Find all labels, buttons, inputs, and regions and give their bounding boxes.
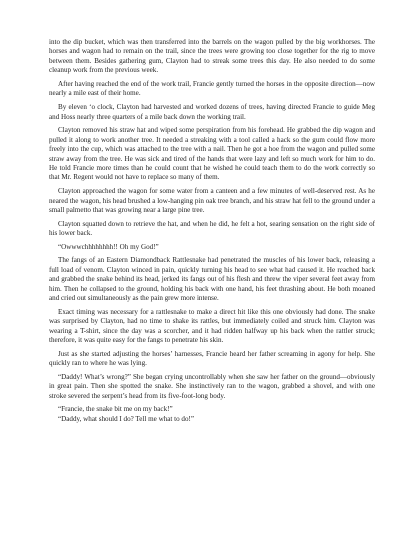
paragraph: The fangs of an Eastern Diamondback Rattlesnake had penetrated the muscles of his lower back, releasing a full load of venom. Clayton winced in pain, quickly turning his head to see what had caused it. He reached back and grabbed the snake behind its head, jerked its fangs out of his flesh and threw the viper several feet away from him. Then he collapsed to the ground, holding his back with one hand, his feet thrashing about. He both moaned and cried out simultaneously as the pain grew more intense. bbox=[49, 256, 375, 303]
paragraph: Exact timing was necessary for a rattlesnake to make a direct hit like this one obviously had done. The snake was surprised by Clayton, had no time to shake its rattles, but immediately coiled and struck him. Clayton was wearing a T-shirt, since the day was a scorcher, and it had ridden halfway up his back when the rattler struck; therefore, it was quite easy for the fangs to penetrate his skin. bbox=[49, 307, 375, 345]
dialogue-line: “Daddy, what should I do? Tell me what to do!” bbox=[58, 414, 195, 423]
paragraph: Clayton approached the wagon for some water from a canteen and a few minutes of well-deserved rest. As he neared the wagon, his head brushed a low-hanging pin oak tree branch, and his straw hat fell to the ground under a small palmetto that was growing near a large pine tree. bbox=[49, 187, 375, 214]
paragraph: Clayton removed his straw hat and wiped some perspiration from his forehead. He grabbed the dip wagon and pulled it along to work another tree. It needed a streaking with a tool called a hack so the gum could flow more freely into the cup, which was attached to the tree with a nail. Then he got a hoe from the wagon and pulled some straw away from the tree. He was sick and tired of the hands that were lazy and left so much work for him to do. He told Francie more times than he could count that he wished he could teach them to do the work correctly so that Mr. Regent would not have to replace so many of them. bbox=[49, 126, 375, 182]
paragraph: By eleven ‘o clock, Clayton had harvested and worked dozens of trees, having directed Francie to guide Meg and Hoss nearly three quarters of a mile back down the working trail. bbox=[49, 103, 375, 121]
dialogue-line: “Francie, the snake bit me on my back!” bbox=[58, 405, 173, 414]
paragraph: After having reached the end of the work trail, Francie gently turned the horses in the opposite direction—now nearly a mile east of their home. bbox=[49, 80, 375, 98]
paragraph: Just as she started adjusting the horses’ harnesses, Francie heard her father screaming in agony for help. She quickly ran to where he was lying. bbox=[49, 349, 375, 368]
paragraph: “Daddy! What’s wrong?” She began crying uncontrollably when she saw her father on the ground—obviously in great pain. Then she spotted the snake. She instinctively ran to the wagon, grabbed a shovel, and with one stroke severed the serpent’s head from its five-foot-long body. bbox=[49, 372, 375, 400]
dialogue-line: “Owwwchhhhhhhh!! Oh my God!” bbox=[58, 242, 159, 251]
paragraph: Clayton squatted down to retrieve the hat, and when he did, he felt a hot, searing sensation on the right side of his lower back. bbox=[49, 219, 375, 238]
paragraph: into the dip bucket, which was then transferred into the barrels on the wagon pulled by the big workhorses. The horses and wagon had to remain on the trail, since the trees were growing too close together for the rig to move between them. Besides gathering gum, Clayton had to streak some trees this day. He also needed to do some cleanup work from the previous week. bbox=[49, 38, 375, 75]
book-page bbox=[49, 38, 375, 424]
